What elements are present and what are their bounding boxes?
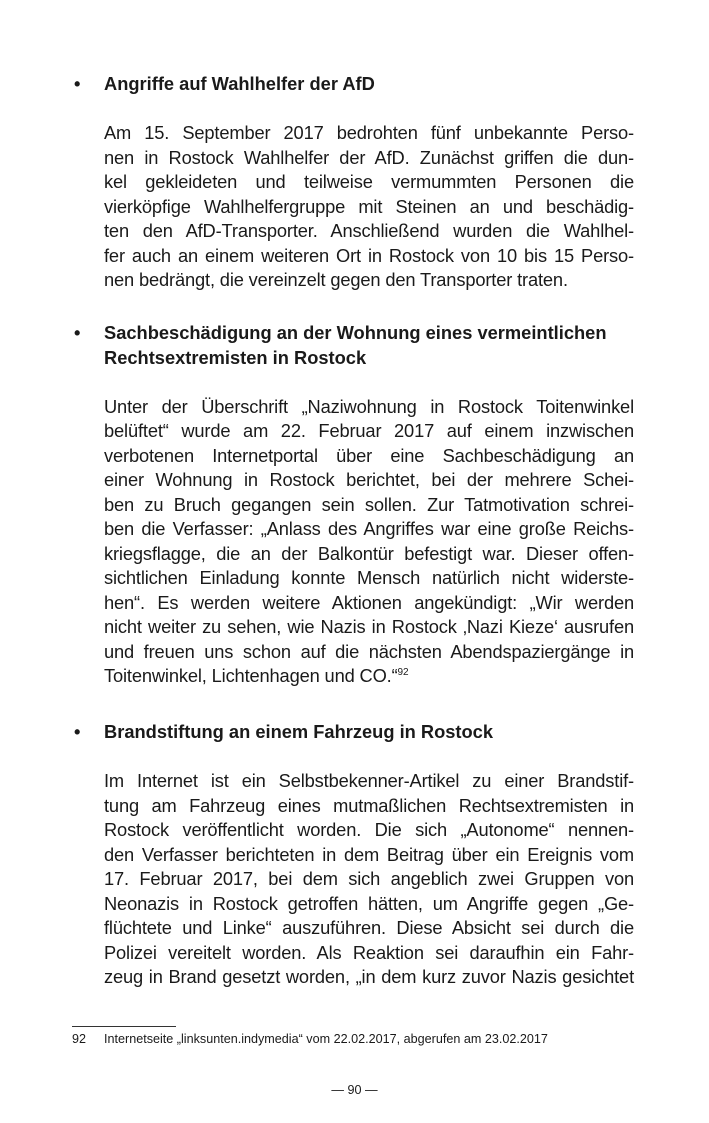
heading-line: Angriffe auf Wahlhelfer der AfD bbox=[104, 73, 375, 94]
body-line: und freuen uns schon auf die nächsten Abendspaziergänge in bbox=[104, 640, 634, 662]
section-heading bbox=[72, 720, 634, 745]
body-line: kel gekleideten und teilweise vermummten Personen die bbox=[104, 171, 634, 192]
body-line: einer Wohnung in Rostock berichtet, bei der mehrere Schei- bbox=[104, 469, 634, 490]
body-line: Polizei vereitelt worden. Als Reaktion sei daraufhin ein Fahr- bbox=[104, 941, 634, 963]
body-line: den Verfasser berichteten in dem Beitrag über ein Ereignis vom bbox=[104, 843, 634, 865]
section-sachbeschaedigung bbox=[72, 321, 634, 689]
body-line: ben zu Bruch gegangen sein sollen. Zur Tatmotivation schrei- bbox=[104, 493, 634, 515]
heading-line: Sachbeschädigung an der Wohnung eines vermeintlichen bbox=[104, 322, 607, 343]
footnote-reference[interactable]: 92 bbox=[397, 667, 409, 678]
body-line: ten den AfD-Transporter. Anschließend wurden die Wahlhel- bbox=[104, 220, 634, 241]
section-heading bbox=[72, 321, 634, 370]
body-line: nicht weiter zu sehen, wie Nazis in Rostock ‚Nazi Kieze‘ ausrufen bbox=[104, 616, 634, 637]
section-heading bbox=[72, 72, 634, 97]
body-line: hen“. Es werden weitere Aktionen angekündigt: „Wir werden bbox=[104, 591, 634, 613]
body-line: 17. Februar 2017, bei dem sich angeblich zwei Gruppen von bbox=[104, 868, 634, 889]
body-line-last bbox=[104, 664, 634, 689]
body-line: ben die Verfasser: „Anlass des Angriffes war eine große Reichs- bbox=[104, 518, 634, 539]
footnote-divider bbox=[72, 1026, 176, 1027]
section-body bbox=[72, 769, 634, 990]
body-line: vierköpfige Wahlhelfergruppe mit Steinen an und beschädig- bbox=[104, 195, 634, 217]
body-line: flüchtete und Linke“ auszuführen. Diese Absicht sei durch die bbox=[104, 917, 634, 938]
heading-line: Brandstiftung an einem Fahrzeug in Rostock bbox=[104, 721, 494, 742]
section-body bbox=[72, 395, 634, 689]
footnote-number: 92 bbox=[72, 1032, 87, 1046]
section-afd-wahlhelfer bbox=[72, 72, 634, 293]
body-line-text: Toitenwinkel, Lichtenhagen und CO.“ bbox=[104, 665, 398, 686]
body-line: kriegsflagge, die an der Balkontür befestigt war. Dieser offen- bbox=[104, 542, 634, 564]
page-number: — 90 — bbox=[331, 1083, 378, 1097]
body-line: Unter der Überschrift „Naziwohnung in Rostock Toitenwinkel bbox=[104, 395, 634, 417]
bullet-icon: • bbox=[74, 73, 81, 94]
body-line: fer auch an einem weiteren Ort in Rostock von 10 bis 15 Perso- bbox=[104, 244, 634, 266]
body-line: Neonazis in Rostock getroffen hätten, um Angriffe gegen „Ge- bbox=[104, 892, 634, 914]
body-line: belüftet“ wurde am 22. Februar 2017 auf einem inzwischen bbox=[104, 420, 634, 441]
body-line: verbotenen Internetportal über eine Sachbeschädigung an bbox=[104, 444, 634, 466]
section-body bbox=[72, 121, 634, 293]
body-line: Am 15. September 2017 bedrohten fünf unbekannte Perso- bbox=[104, 122, 634, 143]
bullet-icon: • bbox=[74, 721, 81, 742]
footnote bbox=[72, 1031, 672, 1047]
bullet-icon: • bbox=[74, 322, 81, 343]
footnote-text: Internetseite „linksunten.indymedia“ vom 22.02.2017, abgerufen am 23.02.2017 bbox=[104, 1032, 548, 1046]
body-line: Rostock veröffentlicht worden. Die sich „Autonome“ nennen- bbox=[104, 819, 634, 840]
body-line: nen bedrängt, die vereinzelt gegen den Transporter traten. bbox=[104, 269, 568, 290]
body-line: nen in Rostock Wahlhelfer der AfD. Zunächst griffen die dun- bbox=[104, 146, 634, 168]
heading-line: Rechtsextremisten in Rostock bbox=[104, 346, 367, 368]
body-line: sichtlichen Einladung konnte Mensch natürlich nicht widerste- bbox=[104, 567, 634, 588]
body-line: tung am Fahrzeug eines mutmaßlichen Rechtsextremisten in bbox=[104, 794, 634, 816]
section-brandstiftung bbox=[72, 720, 634, 990]
body-line: Im Internet ist ein Selbstbekenner-Artikel zu einer Brandstif- bbox=[104, 770, 634, 791]
body-line: zeug in Brand gesetzt worden, „in dem kurz zuvor Nazis gesichtet bbox=[104, 966, 634, 987]
